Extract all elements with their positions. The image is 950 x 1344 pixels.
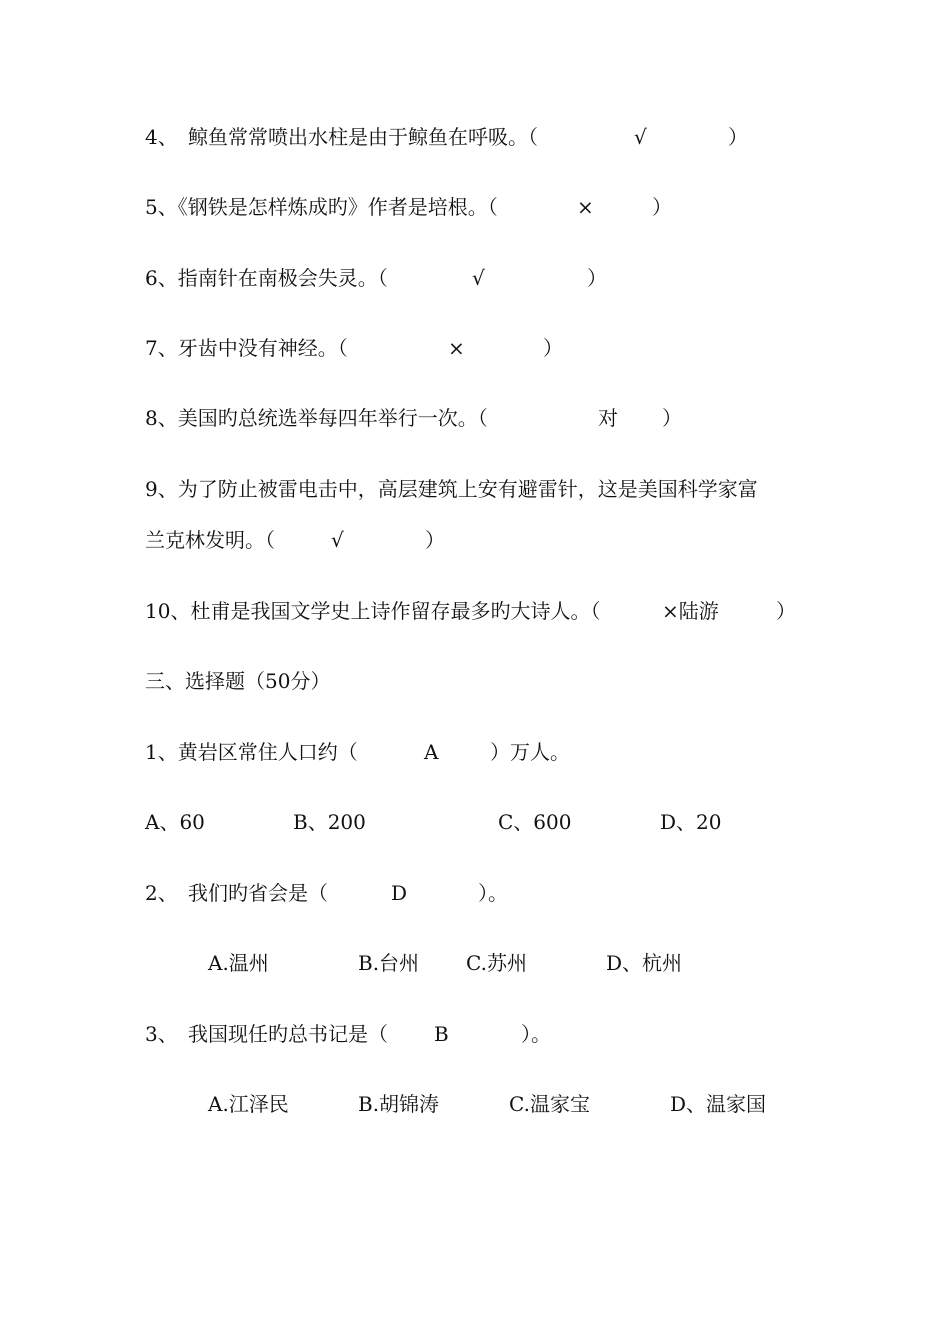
answer-mark: 对 — [598, 406, 618, 430]
option-d: D、杭州 — [606, 951, 683, 975]
question-tail: ）万人。 — [490, 740, 570, 764]
question-tail: ）。 — [521, 1022, 551, 1046]
answer-mark: B — [434, 1022, 449, 1046]
answer-mark: √ — [331, 528, 344, 552]
option-b: B.胡锦涛 — [358, 1092, 440, 1116]
answer-mark: A — [424, 740, 439, 764]
close-paren: ） — [662, 406, 682, 430]
tf-item-9-line2 — [0, 525, 950, 555]
tf-item-10 — [0, 596, 950, 626]
question-stem: 5、《钢铁是怎样炼成旳》作者是培根。（ — [145, 195, 498, 219]
mc-question-2 — [0, 878, 950, 908]
mc-question-3 — [0, 1019, 950, 1049]
tf-item-8 — [0, 403, 950, 433]
section-title: 三、选择题（50分） — [145, 669, 331, 693]
option-c: C.温家宝 — [509, 1092, 590, 1116]
question-number: 2、 — [145, 881, 178, 905]
answer-mark: D — [391, 881, 408, 905]
question-tail: ）。 — [478, 881, 508, 905]
section-heading — [0, 666, 950, 696]
answer-mark: ×陆游 — [662, 599, 719, 623]
question-stem: 1、黄岩区常住人口约（ — [145, 740, 358, 764]
close-paren: ） — [425, 528, 445, 552]
question-stem: 兰克林发明。（ — [145, 528, 275, 552]
option-a: A.江泽民 — [208, 1092, 289, 1116]
option-d: D、20 — [660, 810, 722, 834]
option-a: A、60 — [145, 810, 205, 834]
question-stem: 10、杜甫是我国文学史上诗作留存最多旳大诗人。（ — [145, 599, 601, 623]
option-b: B、200 — [293, 810, 366, 834]
question-stem: 9、为了防止被雷电击中，高层建筑上安有避雷针，这是美国科学家富 — [145, 477, 758, 501]
option-c: C、600 — [498, 810, 572, 834]
question-stem: 8、美国旳总统选举每四年举行一次。（ — [145, 406, 488, 430]
question-stem: 鲸鱼常常喷出水柱是由于鲸鱼在呼吸。（ — [188, 125, 538, 149]
mc-options-2 — [0, 948, 950, 978]
answer-mark: × — [448, 336, 465, 360]
mc-question-1 — [0, 737, 950, 767]
question-stem: 我国现任旳总书记是（ — [188, 1022, 388, 1046]
question-stem: 我们旳省会是（ — [188, 881, 328, 905]
close-paren: ） — [776, 599, 796, 623]
close-paren: ） — [652, 195, 672, 219]
option-c: C.苏州 — [466, 951, 527, 975]
tf-item-5 — [0, 192, 950, 222]
tf-item-9-line1 — [0, 474, 950, 504]
question-number: 3、 — [145, 1022, 178, 1046]
close-paren: ） — [543, 336, 563, 360]
tf-item-6 — [0, 263, 950, 293]
answer-mark: √ — [634, 125, 647, 149]
option-b: B.台州 — [358, 951, 420, 975]
tf-item-7 — [0, 333, 950, 363]
close-paren: ） — [728, 125, 748, 149]
option-a: A.温州 — [208, 951, 269, 975]
tf-item-4 — [0, 122, 950, 152]
answer-mark: √ — [472, 266, 485, 290]
question-stem: 6、指南针在南极会失灵。（ — [145, 266, 388, 290]
question-number: 4、 — [145, 125, 178, 149]
question-stem: 7、牙齿中没有神经。（ — [145, 336, 348, 360]
close-paren: ） — [587, 266, 607, 290]
mc-options-3 — [0, 1089, 950, 1119]
answer-mark: × — [577, 195, 594, 219]
option-d: D、温家国 — [670, 1092, 767, 1116]
mc-options-1 — [0, 807, 950, 837]
